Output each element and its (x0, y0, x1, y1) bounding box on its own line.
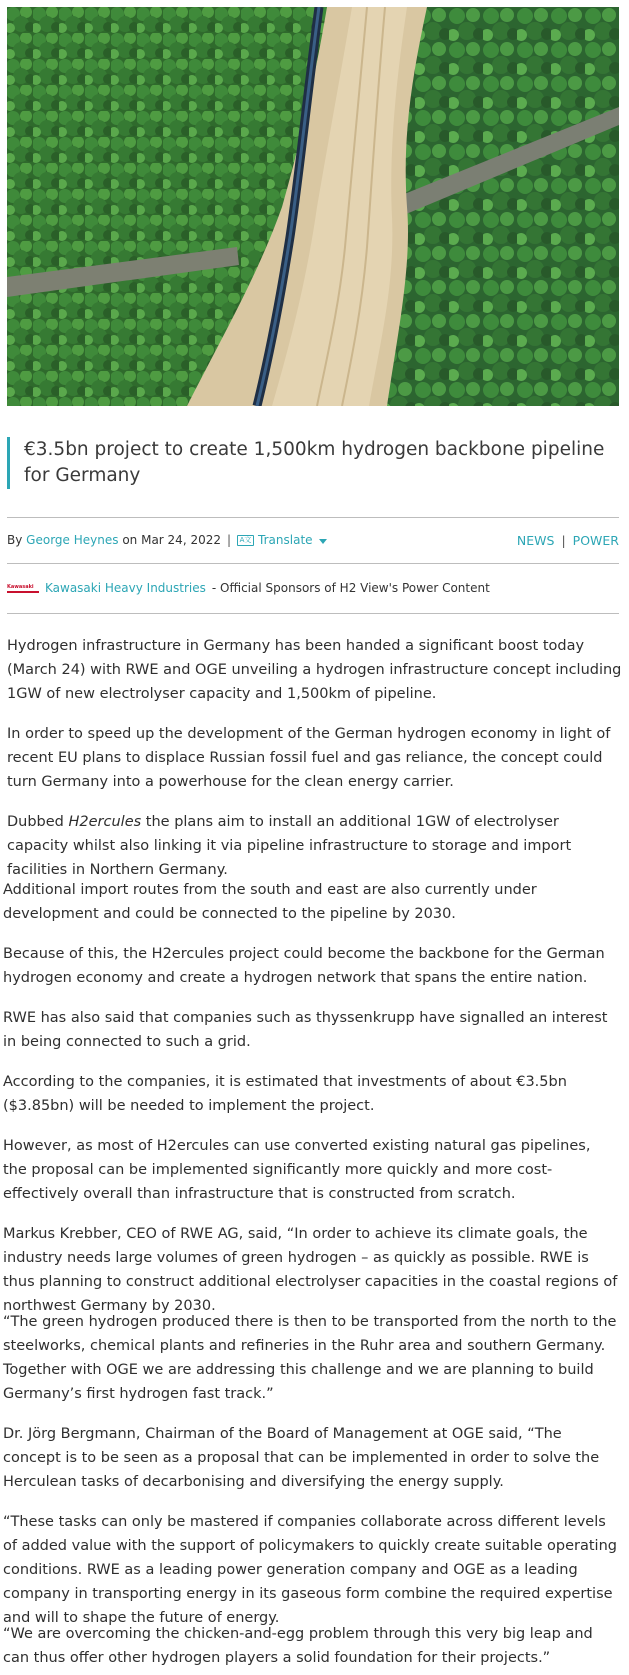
translate-icon: A文 (237, 535, 254, 546)
paragraph: In order to speed up the development of the German hydrogen economy in light of recent EU plans to displace Russian fossil fuel and gas reliance, the concept could turn Germany into a powerhouse for the clean energy carrier. (7, 726, 611, 790)
sponsor-line (7, 580, 619, 596)
paragraph: Hydrogen infrastructure in Germany has been handed a significant boost today (March 24) with RWE and OGE unveiling a hydrogen infrastructure concept including 1GW of new electrolyser capacity and 1,500km of pipeline. (7, 638, 622, 702)
sponsor-tagline: - Official Sponsors of H2 View's Power Content (211, 581, 490, 595)
byline (7, 531, 619, 549)
divider (7, 517, 619, 518)
translate-dropdown[interactable] (237, 533, 327, 547)
paragraph: “The green hydrogen produced there is then to be transported from the north to the steelworks, chemical plants and refineries in the Ruhr area and southern Germany. Together with OGE we are addressing this challenge and we are planning to build Germany’s first hydrogen fast track.” (3, 1314, 617, 1402)
separator: | (561, 532, 566, 548)
paragraph: “These tasks can only be mastered if companies collaborate across different levels of added value with the support of policymakers to quickly create suitable operating conditions. RWE as a leading power generation company and OGE as a leading company in transporting energy in its gaseous form combine the required expertise and will to shape the future of energy. (3, 1514, 617, 1626)
paragraph: Because of this, the H2ercules project could become the backbone for the German hydrogen economy and create a hydrogen network that spans the entire nation. (3, 946, 605, 986)
separator: | (227, 533, 232, 547)
category-power-link[interactable]: POWER (572, 532, 619, 548)
paragraph: Dubbed H2ercules the plans aim to install an additional 1GW of electrolyser capacity whilst also linking it via pipeline infrastructure to storage and import facilities in Northern Germany. (7, 814, 572, 878)
paragraph: Additional import routes from the south and east are also currently under development and could be connected to the pipeline by 2030. (3, 882, 537, 922)
divider (7, 613, 619, 614)
paragraph: However, as most of H2ercules can use converted existing natural gas pipelines, the proposal can be implemented significantly more quickly and more cost-effectively overall than infrastructure that is constructed from scratch. (3, 1138, 591, 1202)
article-title-block (7, 437, 619, 489)
paragraph: Dr. Jörg Bergmann, Chairman of the Board of Management at OGE said, “The concept is to be seen as a proposal that can be implemented in order to solve the Herculean tasks of decarbonising and diversifying the energy supply. (3, 1426, 600, 1490)
divider (7, 563, 619, 564)
paragraph: RWE has also said that companies such as thyssenkrupp have signalled an interest in being connected to such a grid. (3, 1010, 608, 1050)
paragraph: “We are overcoming the chicken-and-egg problem through this very big leap and can thus offer other hydrogen players a solid foundation for their projects.” (3, 1626, 593, 1666)
on-label: on (122, 533, 138, 547)
pipeline-aerial-illustration (7, 7, 619, 406)
kawasaki-logo[interactable] (7, 584, 39, 593)
paragraph: According to the companies, it is estimated that investments of about €3.5bn ($3.85bn) will be needed to implement the project. (3, 1074, 567, 1114)
article-title: €3.5bn project to create 1,500km hydrogen backbone pipeline for Germany (24, 439, 605, 486)
logo-text: Kawasaki (7, 583, 34, 590)
paragraph: Markus Krebber, CEO of RWE AG, said, “In order to achieve its climate goals, the industry needs large volumes of green hydrogen – as quickly as possible. RWE is thus planning to construct additional electrolyser capacities in the coastal regions of northwest Germany by 2030. (3, 1226, 618, 1314)
hero-image (7, 7, 619, 406)
by-label: By (7, 533, 23, 547)
author-link[interactable]: George Heynes (26, 533, 119, 547)
category-news-link[interactable]: NEWS (516, 532, 555, 548)
chevron-down-icon (319, 539, 327, 544)
project-name: H2ercules (68, 814, 142, 830)
translate-label: Translate (258, 533, 313, 547)
sponsor-link[interactable]: Kawasaki Heavy Industries (45, 581, 206, 595)
publish-date: Mar 24, 2022 (141, 533, 221, 547)
category-links (517, 533, 619, 548)
